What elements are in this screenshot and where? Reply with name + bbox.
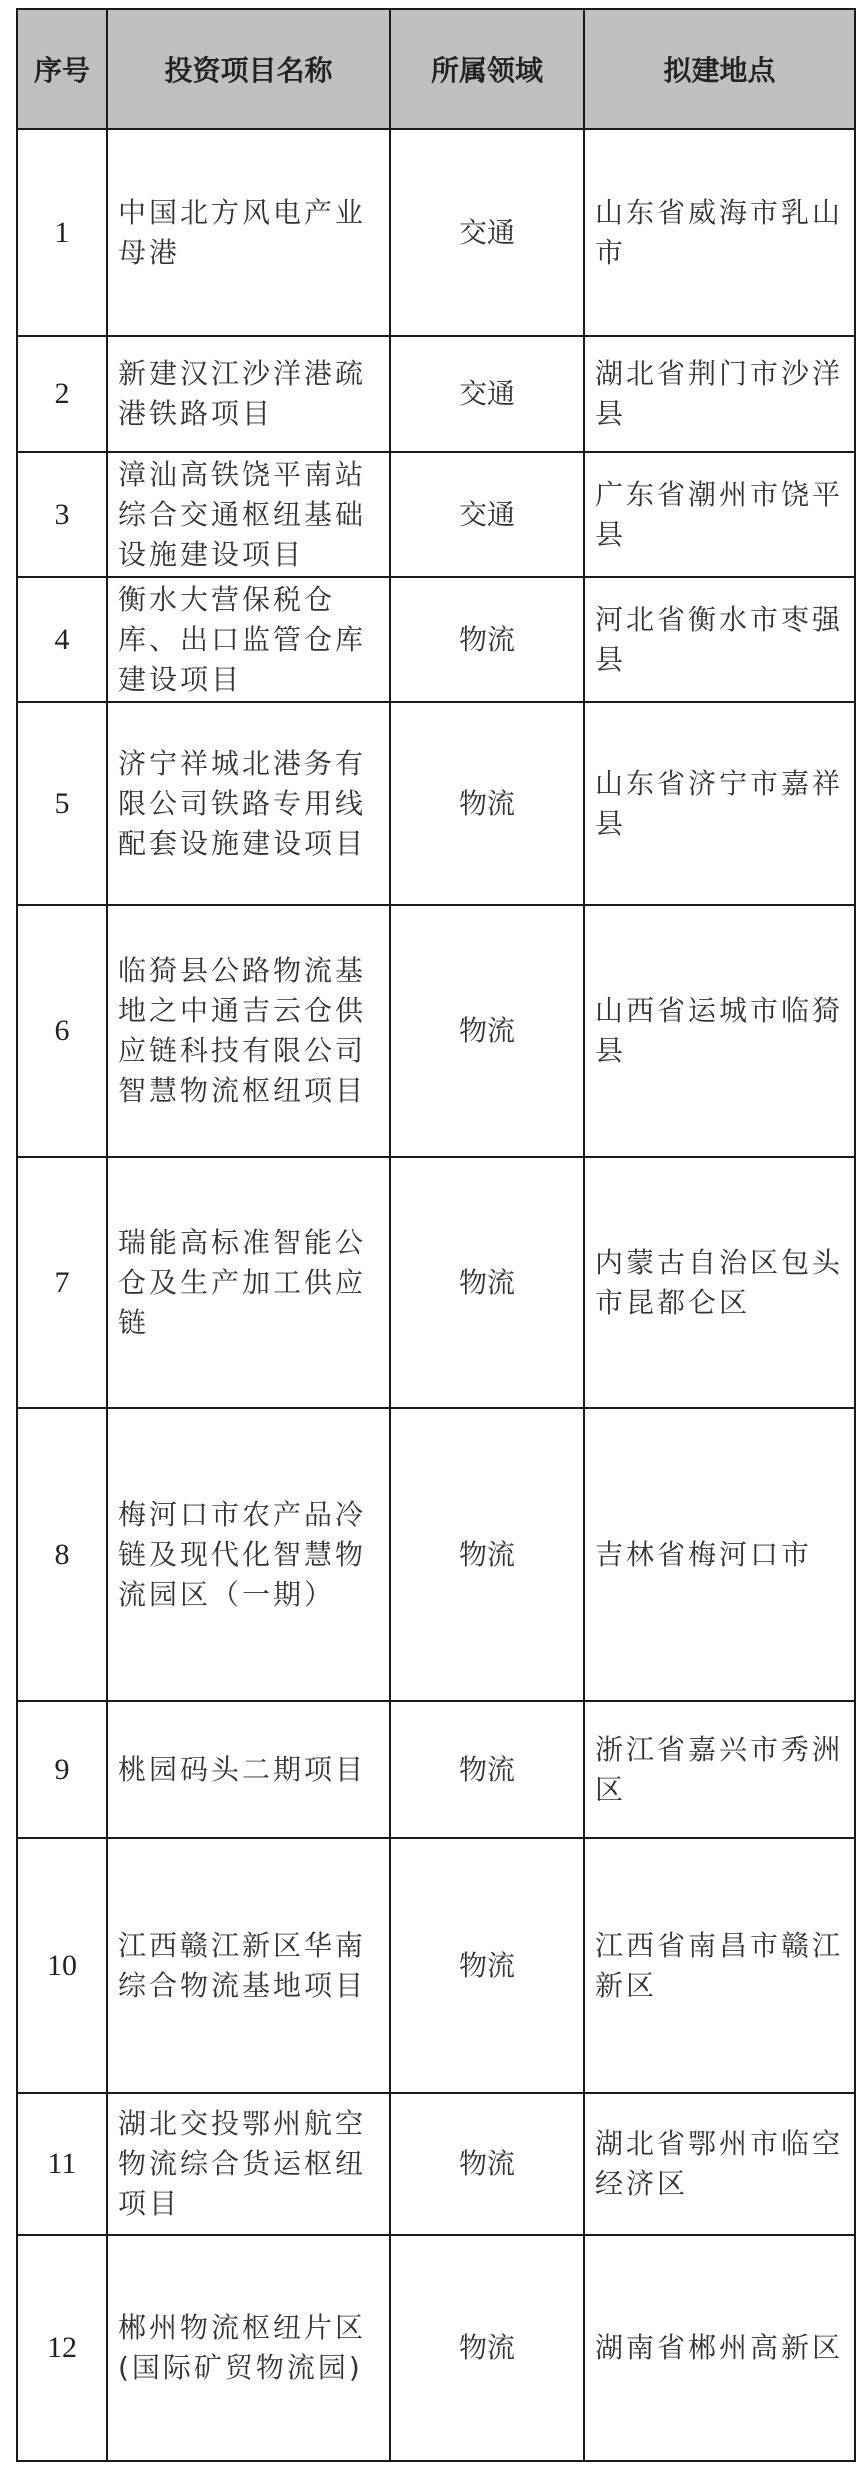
row-location: 内蒙古自治区包头市昆都仑区 bbox=[584, 1157, 855, 1408]
row-location: 河北省衡水市枣强县 bbox=[584, 577, 855, 702]
row-location: 浙江省嘉兴市秀洲区 bbox=[584, 1701, 855, 1838]
table-row bbox=[17, 702, 855, 905]
row-location: 山西省运城市临猗县 bbox=[584, 905, 855, 1157]
table-row bbox=[17, 577, 855, 702]
row-location: 山东省济宁市嘉祥县 bbox=[584, 702, 855, 905]
row-project-name: 临猗县公路物流基地之中通吉云仓供应链科技有限公司智慧物流枢纽项目 bbox=[107, 905, 390, 1157]
row-field: 物流 bbox=[390, 2093, 584, 2235]
row-location: 广东省潮州市饶平县 bbox=[584, 452, 855, 577]
header-index: 序号 bbox=[17, 9, 107, 129]
row-project-name: 梅河口市农产品冷链及现代化智慧物流园区（一期） bbox=[107, 1408, 390, 1701]
table-row bbox=[17, 129, 855, 336]
row-project-name: 新建汉江沙洋港疏港铁路项目 bbox=[107, 336, 390, 452]
row-index: 1 bbox=[17, 129, 107, 336]
table-header-row bbox=[17, 9, 855, 129]
table-row bbox=[17, 1157, 855, 1408]
row-project-name: 江西赣江新区华南综合物流基地项目 bbox=[107, 1838, 390, 2093]
table-row bbox=[17, 905, 855, 1157]
row-project-name: 衡水大营保税仓库、出口监管仓库建设项目 bbox=[107, 577, 390, 702]
row-location: 湖北省荆门市沙洋县 bbox=[584, 336, 855, 452]
row-field: 物流 bbox=[390, 1408, 584, 1701]
row-project-name: 漳汕高铁饶平南站综合交通枢纽基础设施建设项目 bbox=[107, 452, 390, 577]
row-location: 吉林省梅河口市 bbox=[584, 1408, 855, 1701]
row-index: 4 bbox=[17, 577, 107, 702]
row-field: 交通 bbox=[390, 129, 584, 336]
row-index: 5 bbox=[17, 702, 107, 905]
row-index: 11 bbox=[17, 2093, 107, 2235]
row-field: 物流 bbox=[390, 1157, 584, 1408]
row-field: 物流 bbox=[390, 1838, 584, 2093]
row-location: 山东省威海市乳山市 bbox=[584, 129, 855, 336]
row-location: 江西省南昌市赣江新区 bbox=[584, 1838, 855, 2093]
table-row bbox=[17, 452, 855, 577]
table-row bbox=[17, 1408, 855, 1701]
row-field: 物流 bbox=[390, 577, 584, 702]
row-field: 物流 bbox=[390, 1701, 584, 1838]
row-project-name: 湖北交投鄂州航空物流综合货运枢纽项目 bbox=[107, 2093, 390, 2235]
row-field: 物流 bbox=[390, 2235, 584, 2461]
row-index: 10 bbox=[17, 1838, 107, 2093]
row-field: 物流 bbox=[390, 702, 584, 905]
row-index: 7 bbox=[17, 1157, 107, 1408]
row-index: 6 bbox=[17, 905, 107, 1157]
row-index: 9 bbox=[17, 1701, 107, 1838]
header-project-name: 投资项目名称 bbox=[107, 9, 390, 129]
row-field: 物流 bbox=[390, 905, 584, 1157]
header-location: 拟建地点 bbox=[584, 9, 855, 129]
table-row bbox=[17, 2093, 855, 2235]
row-project-name: 济宁祥城北港务有限公司铁路专用线配套设施建设项目 bbox=[107, 702, 390, 905]
row-project-name: 瑞能高标准智能公仓及生产加工供应链 bbox=[107, 1157, 390, 1408]
row-field: 交通 bbox=[390, 336, 584, 452]
row-field: 交通 bbox=[390, 452, 584, 577]
table-row bbox=[17, 1701, 855, 1838]
table-row bbox=[17, 1838, 855, 2093]
row-location: 湖北省鄂州市临空经济区 bbox=[584, 2093, 855, 2235]
table-row bbox=[17, 2235, 855, 2461]
row-index: 12 bbox=[17, 2235, 107, 2461]
table-row bbox=[17, 336, 855, 452]
row-project-name: 郴州物流枢纽片区(国际矿贸物流园) bbox=[107, 2235, 390, 2461]
row-project-name: 桃园码头二期项目 bbox=[107, 1701, 390, 1838]
row-index: 2 bbox=[17, 336, 107, 452]
project-table bbox=[16, 8, 856, 2462]
row-location: 湖南省郴州高新区 bbox=[584, 2235, 855, 2461]
row-project-name: 中国北方风电产业母港 bbox=[107, 129, 390, 336]
row-index: 8 bbox=[17, 1408, 107, 1701]
row-index: 3 bbox=[17, 452, 107, 577]
header-field: 所属领域 bbox=[390, 9, 584, 129]
